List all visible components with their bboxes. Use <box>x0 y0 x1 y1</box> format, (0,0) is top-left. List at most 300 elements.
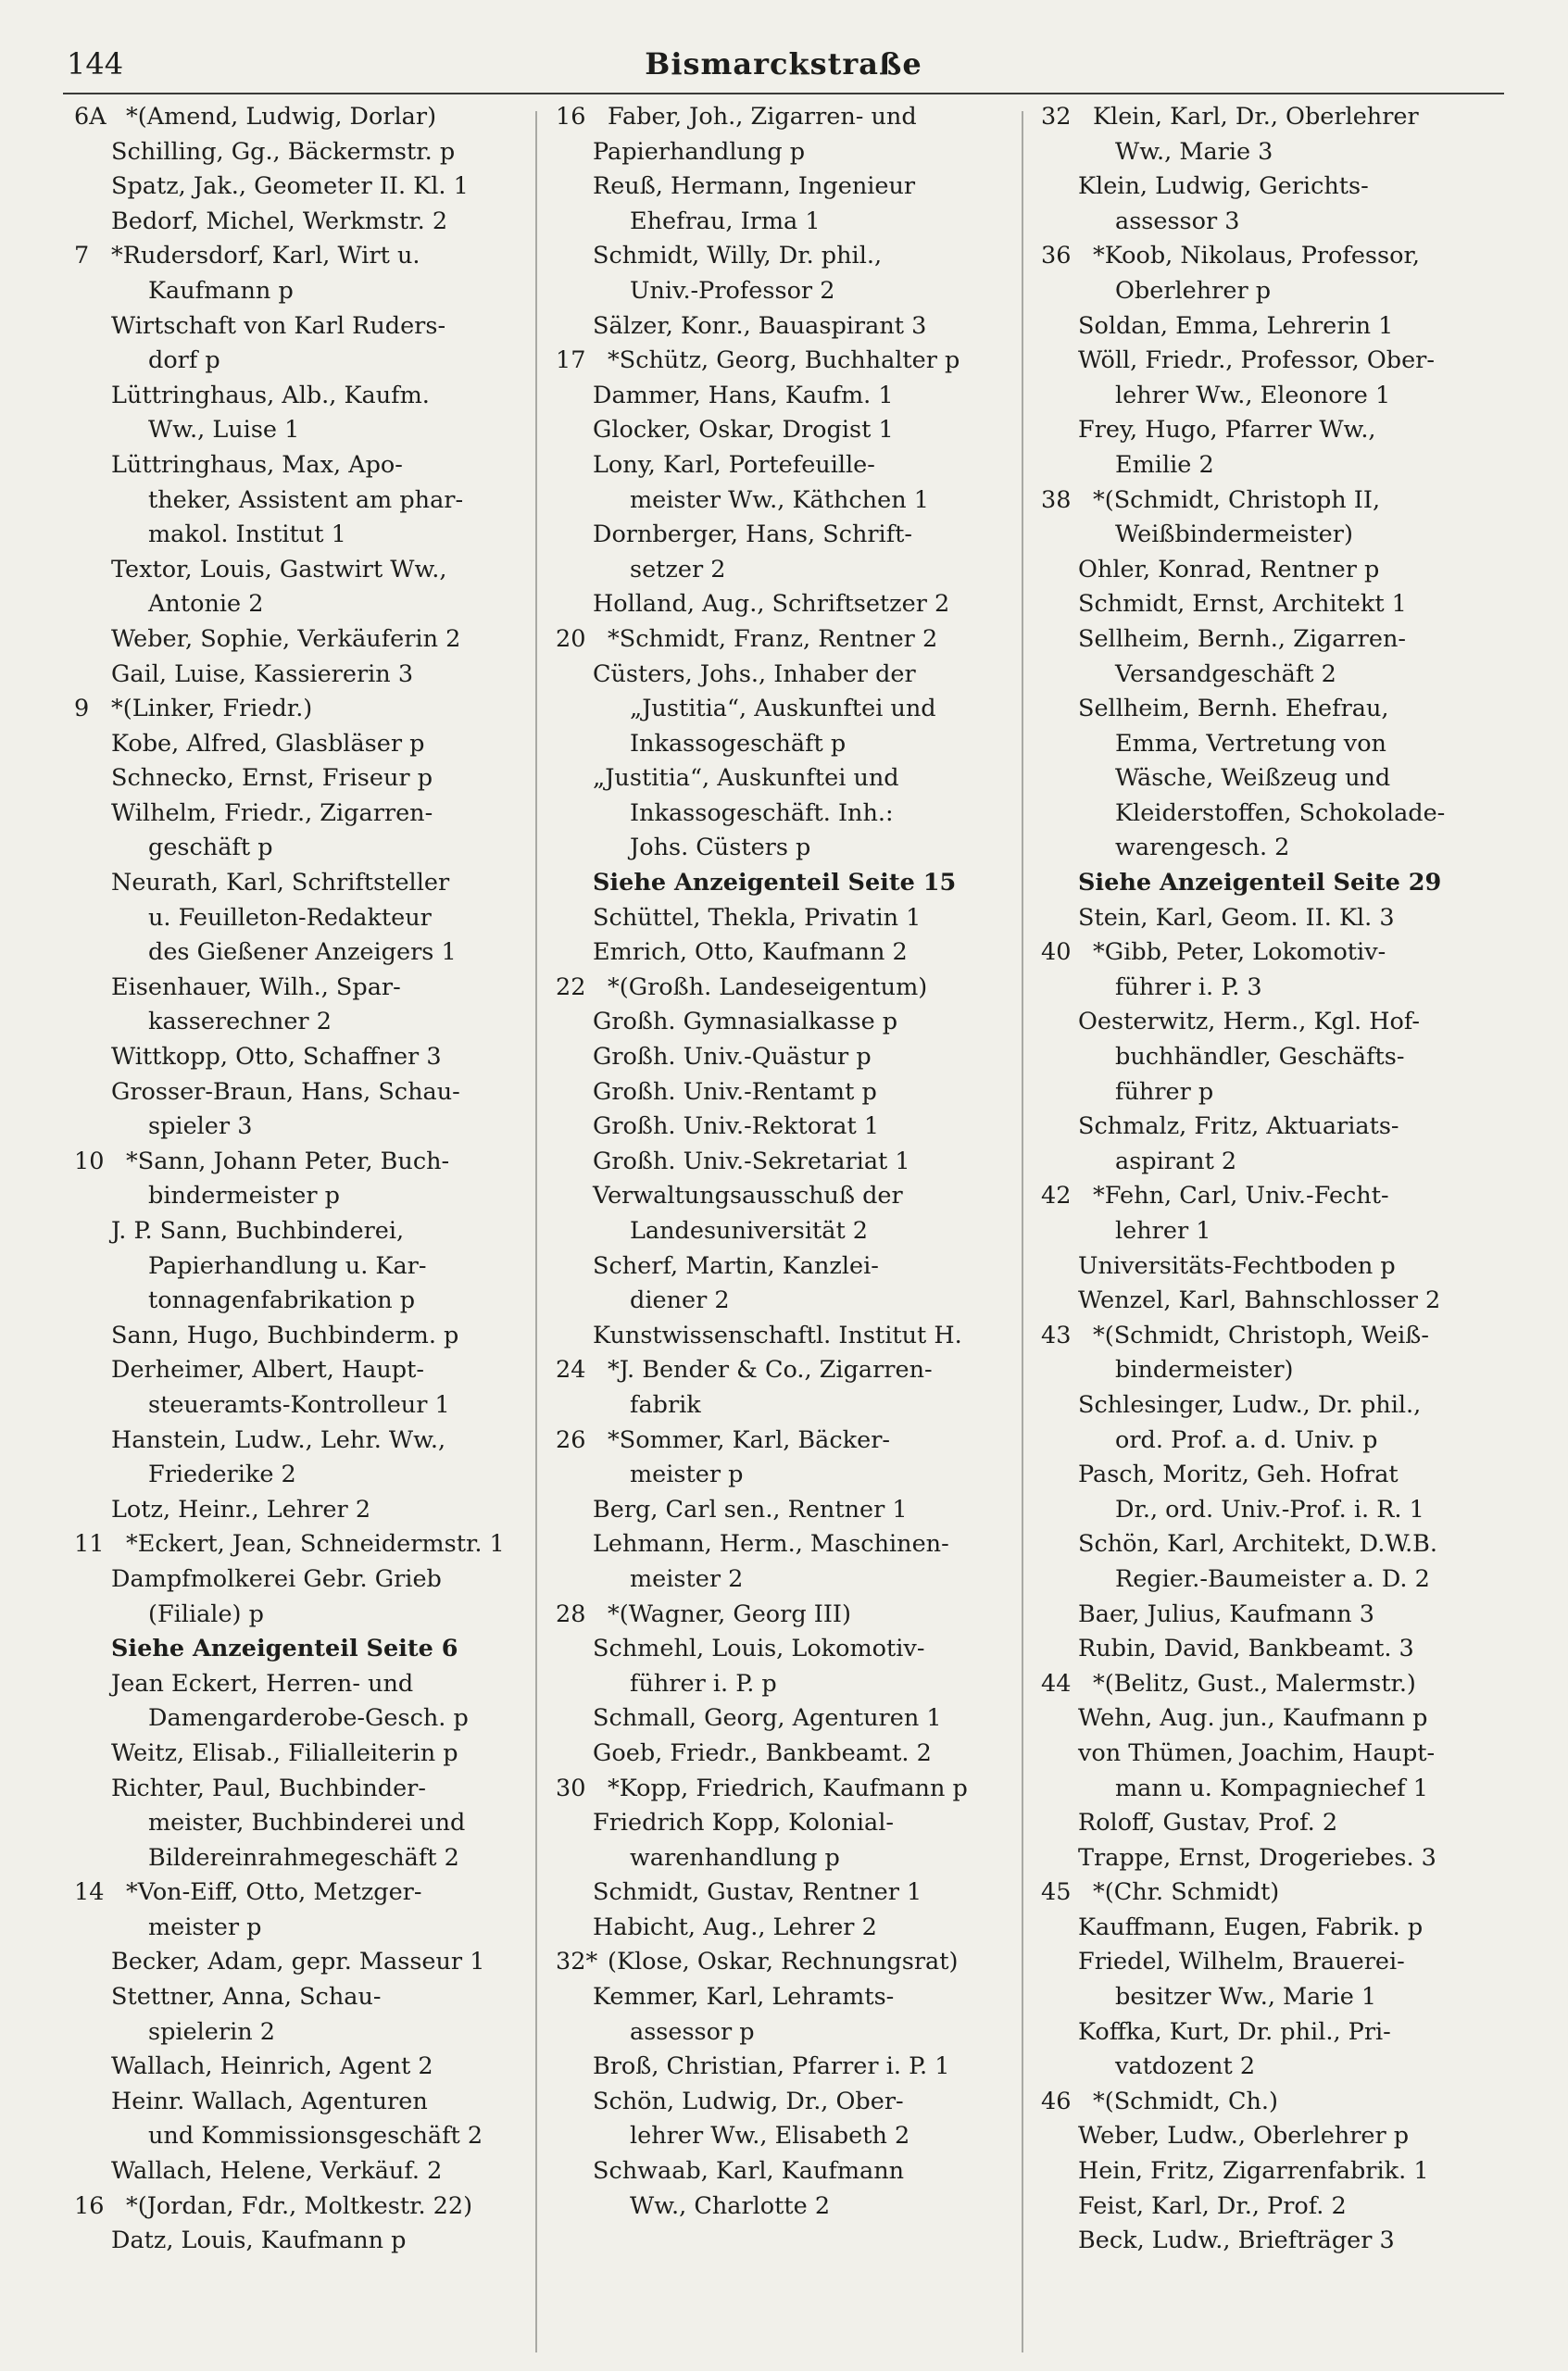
directory-line <box>74 2015 546 2051</box>
house-number: 32* <box>556 1948 598 1976</box>
entry-text: Ww., Charlotte 2 <box>630 2191 831 2220</box>
entry-text: Pasch, Moritz, Geh. Hofrat <box>1078 1461 1399 1489</box>
directory-line <box>1041 1701 1513 1737</box>
house-number: 32 <box>1041 103 1072 131</box>
entry-text: *Gibb, Peter, Lokomotiv- <box>1093 938 1386 967</box>
directory-line <box>556 1527 1028 1562</box>
entry-text: assessor p <box>630 2017 755 2046</box>
entry-text: Schüttel, Thekla, Privatin 1 <box>593 903 922 932</box>
entry-text: Oesterwitz, Herm., Kgl. Hof- <box>1078 1008 1420 1036</box>
directory-line <box>556 483 1028 519</box>
entry-text: Derheimer, Albert, Haupt- <box>111 1356 424 1385</box>
house-number: 42 <box>1041 1182 1072 1211</box>
entry-text: Großh. Univ.-Rektorat 1 <box>593 1112 880 1141</box>
directory-line <box>74 1632 546 1667</box>
directory-line <box>556 1980 1028 2015</box>
directory-line <box>556 1772 1028 1807</box>
directory-line <box>556 169 1028 205</box>
entry-text: vatdozent 2 <box>1115 2052 1256 2081</box>
directory-line <box>556 1388 1028 1424</box>
entry-text: Roloff, Gustav, Prof. 2 <box>1078 1809 1338 1838</box>
entry-text: Schmidt, Gustav, Rentner 1 <box>593 1878 922 1907</box>
directory-line <box>556 2189 1028 2225</box>
house-number: 38 <box>1041 485 1072 514</box>
directory-line <box>74 413 546 448</box>
entry-text: Feist, Karl, Dr., Prof. 2 <box>1078 2191 1347 2220</box>
entry-text: fabrik <box>630 1390 701 1419</box>
directory-line <box>1041 1179 1513 1214</box>
directory-line <box>556 1353 1028 1388</box>
directory-line <box>74 483 546 519</box>
directory-line <box>556 1424 1028 1459</box>
entry-text: Klein, Ludwig, Gerichts- <box>1078 172 1369 201</box>
entry-text: Friederike 2 <box>148 1461 296 1489</box>
directory-line <box>1041 1598 1513 1633</box>
entry-text: *J. Bender & Co., Zigarren- <box>608 1356 933 1385</box>
directory-line <box>556 2119 1028 2154</box>
entry-text: *Schmidt, Franz, Rentner 2 <box>608 624 938 653</box>
directory-line <box>74 1527 546 1562</box>
entry-text: Schmalz, Fritz, Aktuariats- <box>1078 1112 1399 1141</box>
directory-line <box>74 1493 546 1528</box>
directory-line <box>74 553 546 588</box>
entry-text: Schmidt, Willy, Dr. phil., <box>593 242 883 270</box>
directory-line <box>74 1319 546 1354</box>
house-number: 16 <box>74 2191 105 2220</box>
directory-line <box>74 1424 546 1459</box>
directory-line <box>556 1005 1028 1040</box>
entry-text: Kemmer, Karl, Lehramts- <box>593 1983 895 2012</box>
entry-text: Lotz, Heinr., Lehrer 2 <box>111 1495 371 1524</box>
directory-line <box>74 901 546 936</box>
directory-line <box>556 344 1028 379</box>
entry-text: diener 2 <box>630 1286 730 1315</box>
directory-line <box>1041 797 1513 832</box>
directory-line <box>1041 1737 1513 1772</box>
entry-text: Schnecko, Ernst, Friseur p <box>111 764 433 793</box>
entry-text: Lehmann, Herm., Maschinen- <box>593 1530 949 1559</box>
entry-text: Neurath, Karl, Schriftsteller <box>111 869 450 897</box>
entry-text: Verwaltungsausschuß der <box>593 1182 903 1211</box>
entry-text: Kauffmann, Eugen, Fabrik. p <box>1078 1913 1424 1941</box>
directory-line <box>74 344 546 379</box>
entry-text: Univ.-Professor 2 <box>630 276 835 305</box>
directory-line <box>74 309 546 345</box>
directory-line <box>74 100 546 135</box>
entry-text: Frey, Hugo, Pfarrer Ww., <box>1078 416 1376 445</box>
directory-line <box>74 1388 546 1424</box>
directory-line <box>74 2050 546 2085</box>
directory-line <box>556 2050 1028 2085</box>
entry-text: Wallach, Helene, Verkäuf. 2 <box>111 2157 443 2186</box>
advert-reference: Siehe Anzeigenteil Seite 6 <box>111 1635 458 1663</box>
page-number: 144 <box>67 46 124 82</box>
directory-line <box>74 797 546 832</box>
entry-text: Soldan, Emma, Lehrerin 1 <box>1078 311 1394 340</box>
directory-line <box>74 1458 546 1493</box>
directory-line <box>556 1458 1028 1493</box>
directory-line <box>556 1040 1028 1075</box>
entry-text: Schmall, Georg, Agenturen 1 <box>593 1704 942 1733</box>
entry-text: spieler 3 <box>148 1112 253 1141</box>
entry-text: meister p <box>148 1913 262 1941</box>
entry-text: Holland, Aug., Schriftsetzer 2 <box>593 590 950 619</box>
directory-line <box>556 379 1028 414</box>
directory-line <box>74 831 546 866</box>
entry-text: Bedorf, Michel, Werkmstr. 2 <box>111 207 448 235</box>
entry-text: tonnagenfabrikation p <box>148 1286 416 1315</box>
entry-text: Sellheim, Bernh. Ehefrau, <box>1078 695 1389 723</box>
directory-line <box>1041 2224 1513 2259</box>
house-number: 40 <box>1041 938 1072 967</box>
directory-line <box>1041 1040 1513 1075</box>
directory-line <box>556 239 1028 274</box>
entry-text: theker, Assistent am phar- <box>148 485 464 514</box>
directory-line <box>556 309 1028 345</box>
directory-line <box>74 2085 546 2120</box>
directory-line <box>74 1841 546 1876</box>
entry-text: Trappe, Ernst, Drogeriebes. 3 <box>1078 1843 1436 1872</box>
directory-line <box>1041 2189 1513 2225</box>
directory-line <box>74 1214 546 1249</box>
house-number: 43 <box>1041 1321 1072 1349</box>
directory-line <box>1041 1284 1513 1319</box>
entry-text: Schilling, Gg., Bäckermstr. p <box>111 137 456 166</box>
advert-reference: Siehe Anzeigenteil Seite 29 <box>1078 869 1442 897</box>
entry-text: Damengarderobe-Gesch. p <box>148 1704 469 1733</box>
directory-line <box>1041 1249 1513 1285</box>
directory-line <box>74 1562 546 1598</box>
directory-line <box>556 205 1028 240</box>
entry-text: Friedrich Kopp, Kolonial- <box>593 1809 894 1838</box>
entry-text: Oberlehrer p <box>1115 276 1272 305</box>
entry-text: Kunstwissenschaftl. Institut H. <box>593 1321 962 1349</box>
directory-line <box>74 169 546 205</box>
entry-text: Bildereinrahmegeschäft 2 <box>148 1843 459 1872</box>
directory-line <box>556 2085 1028 2120</box>
directory-line <box>556 1737 1028 1772</box>
entry-text: Beck, Ludw., Briefträger 3 <box>1078 2227 1395 2255</box>
entry-text: führer i. P. 3 <box>1115 972 1262 1001</box>
entry-text: Weitz, Elisab., Filialleiterin p <box>111 1738 458 1767</box>
directory-line <box>556 971 1028 1006</box>
directory-line <box>556 1562 1028 1598</box>
directory-line <box>1041 1772 1513 1807</box>
entry-text: Antonie 2 <box>148 590 264 619</box>
entry-text: Gail, Luise, Kassiererin 3 <box>111 659 414 688</box>
directory-line <box>74 1598 546 1633</box>
page-header <box>63 37 1504 94</box>
entry-text: besitzer Ww., Marie 1 <box>1115 1983 1377 2012</box>
directory-line <box>74 1075 546 1110</box>
entry-text: setzer 2 <box>630 555 726 583</box>
directory-line <box>556 1075 1028 1110</box>
directory-line <box>74 866 546 901</box>
directory-line <box>556 413 1028 448</box>
entry-text: *Schütz, Georg, Buchhalter p <box>608 346 960 375</box>
directory-line <box>556 1598 1028 1633</box>
entry-text: Sellheim, Bernh., Zigarren- <box>1078 624 1407 653</box>
entry-text: warenhandlung p <box>630 1843 840 1872</box>
entry-text: *(Jordan, Fdr., Moltkestr. 22) <box>126 2191 473 2220</box>
entry-text: Ohler, Konrad, Rentner p <box>1078 555 1380 583</box>
directory-line <box>74 448 546 483</box>
entry-text: Dampfmolkerei Gebr. Grieb <box>111 1564 442 1593</box>
advert-reference: Siehe Anzeigenteil Seite 15 <box>593 869 957 897</box>
directory-line <box>1041 1875 1513 1911</box>
directory-line <box>1041 1388 1513 1424</box>
directory-line <box>74 1667 546 1702</box>
entry-text: Weber, Sophie, Verkäuferin 2 <box>111 624 461 653</box>
entry-text: Klein, Karl, Dr., Oberlehrer <box>1093 103 1419 131</box>
directory-line <box>74 1284 546 1319</box>
directory-line <box>556 553 1028 588</box>
house-number: 14 <box>74 1878 105 1907</box>
entry-text: Richter, Paul, Buchbinder- <box>111 1774 426 1802</box>
directory-column-3 <box>1041 100 1513 2259</box>
directory-line <box>1041 1945 1513 1980</box>
house-number: 10 <box>74 1147 105 1175</box>
entry-text: assessor 3 <box>1115 207 1240 235</box>
directory-line <box>1041 1424 1513 1459</box>
directory-line <box>74 1353 546 1388</box>
directory-line <box>74 1737 546 1772</box>
entry-text: Baer, Julius, Kaufmann 3 <box>1078 1599 1374 1628</box>
entry-text: steueramts-Kontrolleur 1 <box>148 1390 450 1419</box>
entry-text: *Sommer, Karl, Bäcker- <box>608 1425 891 1454</box>
entry-text: *Von-Eiff, Otto, Metzger- <box>126 1878 422 1907</box>
directory-line <box>74 2154 546 2189</box>
directory-line <box>1041 2050 1513 2085</box>
house-number: 22 <box>556 972 586 1001</box>
directory-line <box>74 1040 546 1075</box>
directory-line <box>1041 205 1513 240</box>
entry-text: Weißbindermeister) <box>1115 521 1353 549</box>
entry-text: buchhändler, Geschäfts- <box>1115 1043 1405 1072</box>
directory-line <box>556 1806 1028 1841</box>
directory-line <box>1041 2119 1513 2154</box>
directory-line <box>74 1249 546 1285</box>
directory-line <box>74 658 546 693</box>
entry-text: Becker, Adam, gepr. Masseur 1 <box>111 1948 485 1976</box>
entry-text: meister Ww., Käthchen 1 <box>630 485 929 514</box>
entry-text: Spatz, Jak., Geometer II. Kl. 1 <box>111 172 469 201</box>
entry-text: Wallach, Heinrich, Agent 2 <box>111 2052 433 2081</box>
entry-text: Wehn, Aug. jun., Kaufmann p <box>1078 1704 1428 1733</box>
directory-line <box>556 135 1028 170</box>
entry-text: Goeb, Friedr., Bankbeamt. 2 <box>593 1738 932 1767</box>
house-number: 44 <box>1041 1669 1072 1698</box>
directory-column-2 <box>556 100 1028 2224</box>
entry-text: Broß, Christian, Pfarrer i. P. 1 <box>593 2052 950 2081</box>
directory-line <box>1041 518 1513 553</box>
entry-text: *Koob, Nikolaus, Professor, <box>1093 242 1420 270</box>
directory-line <box>74 1005 546 1040</box>
directory-line <box>1041 587 1513 622</box>
directory-line <box>556 1214 1028 1249</box>
directory-line <box>74 1875 546 1911</box>
entry-text: führer p <box>1115 1077 1214 1106</box>
entry-text: lehrer 1 <box>1115 1217 1211 1245</box>
entry-text: Universitäts-Fechtboden p <box>1078 1251 1396 1280</box>
directory-line <box>1041 483 1513 519</box>
entry-text: Ehefrau, Irma 1 <box>630 207 821 235</box>
entry-text: Kleiderstoffen, Schokolade- <box>1115 798 1446 827</box>
entry-text: Rubin, David, Bankbeamt. 3 <box>1078 1635 1414 1663</box>
entry-text: Kaufmann p <box>148 276 294 305</box>
entry-text: Berg, Carl sen., Rentner 1 <box>593 1495 908 1524</box>
directory-line <box>1041 761 1513 797</box>
entry-text: Jean Eckert, Herren- und <box>111 1669 414 1698</box>
entry-text: Großh. Univ.-Rentamt p <box>593 1077 877 1106</box>
directory-line <box>1041 1527 1513 1562</box>
directory-line <box>74 622 546 658</box>
entry-text: meister p <box>630 1461 744 1489</box>
directory-line <box>1041 727 1513 762</box>
entry-text: aspirant 2 <box>1115 1147 1237 1175</box>
directory-line <box>1041 1493 1513 1528</box>
entry-text: Emma, Vertretung von <box>1115 729 1386 758</box>
directory-line <box>556 935 1028 971</box>
entry-text: *(Großh. Landeseigentum) <box>608 972 928 1001</box>
directory-line <box>74 2189 546 2225</box>
entry-text: Schön, Ludwig, Dr., Ober- <box>593 2087 904 2115</box>
directory-line <box>1041 1911 1513 1946</box>
entry-text: meister, Buchbinderei und <box>148 1809 466 1838</box>
entry-text: dorf p <box>148 346 220 375</box>
directory-line <box>1041 309 1513 345</box>
entry-text: führer i. P. p <box>630 1669 777 1698</box>
entry-text: Emilie 2 <box>1115 450 1214 479</box>
directory-line <box>1041 1353 1513 1388</box>
entry-text: Cüsters, Johs., Inhaber der <box>593 659 916 688</box>
directory-line <box>556 1249 1028 1285</box>
entry-text: (Klose, Oskar, Rechnungsrat) <box>608 1948 959 1976</box>
entry-text: Schön, Karl, Architekt, D.W.B. <box>1078 1530 1438 1559</box>
directory-line <box>1041 1145 1513 1180</box>
house-number: 9 <box>74 695 90 723</box>
entry-text: Sälzer, Konr., Bauaspirant 3 <box>593 311 927 340</box>
entry-text: *Sann, Johann Peter, Buch- <box>126 1147 450 1175</box>
entry-text: Lony, Karl, Portefeuille- <box>593 450 875 479</box>
entry-text: *(Amend, Ludwig, Dorlar) <box>126 103 437 131</box>
entry-text: *(Belitz, Gust., Malermstr.) <box>1093 1669 1416 1698</box>
house-number: 28 <box>556 1599 586 1628</box>
directory-line <box>556 658 1028 693</box>
directory-line <box>74 518 546 553</box>
entry-text: Wirtschaft von Karl Ruders- <box>111 311 446 340</box>
entry-text: Regier.-Baumeister a. D. 2 <box>1115 1564 1430 1593</box>
entry-text: Wilhelm, Friedr., Zigarren- <box>111 798 433 827</box>
directory-line <box>74 727 546 762</box>
directory-line <box>1041 935 1513 971</box>
entry-text: Schmidt, Ernst, Architekt 1 <box>1078 590 1407 619</box>
entry-text: (Filiale) p <box>148 1599 264 1628</box>
directory-line <box>556 1319 1028 1354</box>
directory-line <box>74 1945 546 1980</box>
entry-text: Sann, Hugo, Buchbinderm. p <box>111 1321 459 1349</box>
entry-text: bindermeister) <box>1115 1356 1294 1385</box>
entry-text: Großh. Univ.-Quästur p <box>593 1043 872 1072</box>
directory-line <box>556 2154 1028 2189</box>
entry-text: lehrer Ww., Eleonore 1 <box>1115 381 1391 409</box>
directory-line <box>556 1945 1028 1980</box>
directory-line <box>556 448 1028 483</box>
directory-line <box>74 379 546 414</box>
entry-text: Lüttringhaus, Alb., Kaufm. <box>111 381 430 409</box>
house-number: 45 <box>1041 1878 1072 1907</box>
directory-line <box>556 100 1028 135</box>
entry-text: *(Wagner, Georg III) <box>608 1599 851 1628</box>
directory-line <box>1041 1562 1513 1598</box>
directory-line <box>556 761 1028 797</box>
entry-text: spielerin 2 <box>148 2017 276 2046</box>
entry-text: mann u. Kompagniechef 1 <box>1115 1774 1428 1802</box>
directory-line <box>74 971 546 1006</box>
house-number: 20 <box>556 624 586 653</box>
directory-line <box>556 866 1028 901</box>
directory-line <box>556 831 1028 866</box>
entry-text: Faber, Joh., Zigarren- und <box>608 103 917 131</box>
directory-line <box>556 901 1028 936</box>
directory-line <box>556 1701 1028 1737</box>
entry-text: Reuß, Hermann, Ingenieur <box>593 172 916 201</box>
directory-line <box>1041 1458 1513 1493</box>
house-number: 30 <box>556 1774 586 1802</box>
entry-text: Friedel, Wilhelm, Brauerei- <box>1078 1948 1405 1976</box>
entry-text: Glocker, Oskar, Drogist 1 <box>593 416 894 445</box>
entry-text: bindermeister p <box>148 1182 340 1211</box>
directory-line <box>1041 1214 1513 1249</box>
directory-line <box>1041 448 1513 483</box>
directory-line <box>556 727 1028 762</box>
house-number: 24 <box>556 1356 586 1385</box>
directory-line <box>1041 1632 1513 1667</box>
house-number: 7 <box>74 242 90 270</box>
entry-text: Emrich, Otto, Kaufmann 2 <box>593 938 908 967</box>
directory-line <box>1041 1110 1513 1145</box>
entry-text: Heinr. Wallach, Agenturen <box>111 2087 428 2115</box>
directory-line <box>1041 1319 1513 1354</box>
entry-text: Ww., Marie 3 <box>1115 137 1273 166</box>
directory-line <box>1041 866 1513 901</box>
entry-text: Hanstein, Ludw., Lehr. Ww., <box>111 1425 446 1454</box>
directory-line <box>556 1110 1028 1145</box>
entry-text: Papierhandlung p <box>593 137 806 166</box>
entry-text: Ww., Luise 1 <box>148 416 300 445</box>
entry-text: warengesch. 2 <box>1115 834 1290 862</box>
directory-line <box>556 1875 1028 1911</box>
entry-text: *(Linker, Friedr.) <box>111 695 313 723</box>
entry-text: ord. Prof. a. d. Univ. p <box>1115 1425 1378 1454</box>
directory-line <box>74 1772 546 1807</box>
directory-line <box>556 1145 1028 1180</box>
entry-text: geschäft p <box>148 834 273 862</box>
directory-line <box>556 587 1028 622</box>
directory-line <box>74 692 546 727</box>
directory-line <box>74 135 546 170</box>
entry-text: *(Schmidt, Christoph, Weiß- <box>1093 1321 1429 1349</box>
directory-line <box>1041 239 1513 274</box>
entry-text: lehrer Ww., Elisabeth 2 <box>630 2122 910 2151</box>
entry-text: Grosser-Braun, Hans, Schau- <box>111 1077 460 1106</box>
entry-text: Großh. Univ.-Sekretariat 1 <box>593 1147 910 1175</box>
directory-line <box>1041 379 1513 414</box>
directory-line <box>74 1179 546 1214</box>
directory-line <box>74 239 546 274</box>
entry-text: Schwaab, Karl, Kaufmann <box>593 2157 905 2186</box>
entry-text: des Gießener Anzeigers 1 <box>148 938 457 967</box>
